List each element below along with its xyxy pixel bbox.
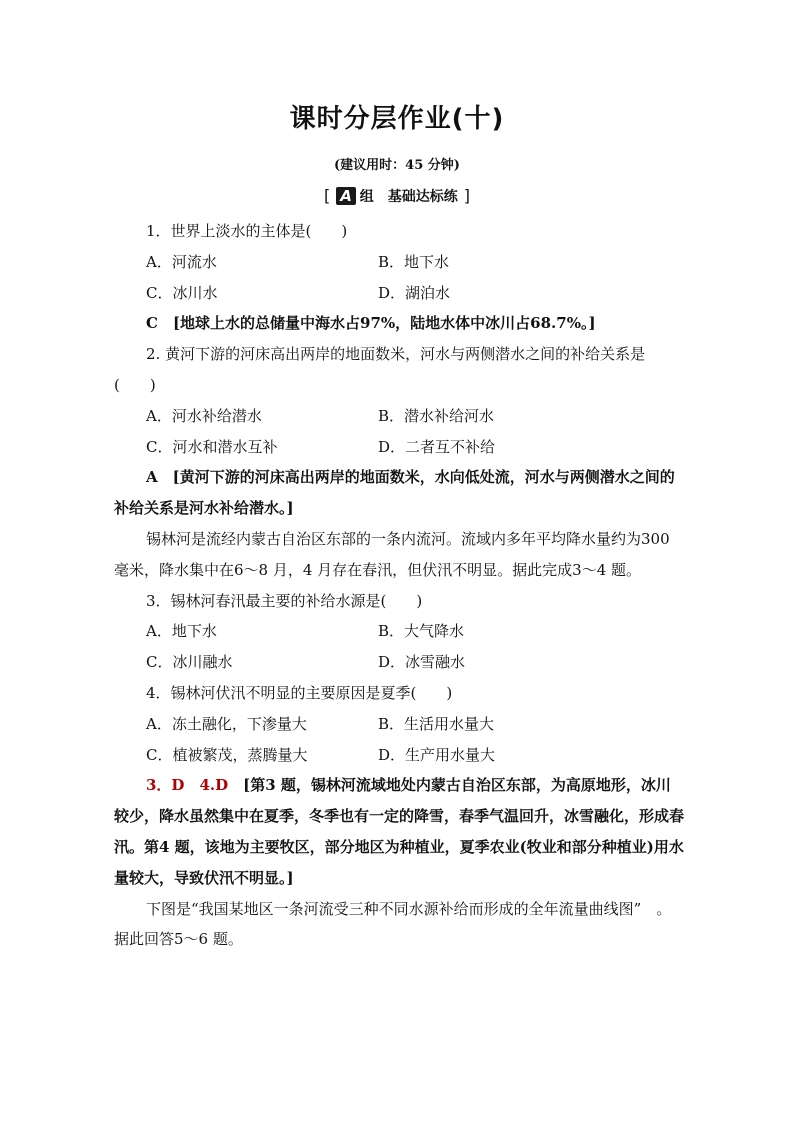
option: A．河水补给潜水 (146, 406, 262, 425)
option: D．生产用水量大 (378, 745, 496, 764)
question-2-options-row-2 (114, 432, 684, 463)
question-4-options-row-2 (114, 740, 684, 771)
answer-key: 3．D 4.D (146, 776, 229, 795)
option: A．地下水 (146, 622, 217, 641)
option: C．植被繁茂，蒸腾量大 (146, 745, 308, 764)
section-heading (0, 186, 794, 206)
bracket-right: ] (463, 186, 471, 205)
question-2-stem-cont: ( ) (114, 375, 156, 394)
section-label: 组 基础达标练 (359, 189, 458, 205)
question-3-options-row-2 (114, 647, 684, 678)
answer-explanation: [第3 题，锡林河流域地处内蒙古自治区东部，为高原地形，冰川较少，降水虽然集中在夏季，冬季也有一定的降雪，春季气温回升，冰雪融化，形成春汛。第4 题，该地为主要牧区，部分地区为种植业，夏季农业(牧业和部分种植业)用水量较大，导致伏汛不明显。] (114, 776, 685, 887)
option: D．冰雪融水 (378, 653, 466, 672)
page-title: 课时分层作业(十) (289, 104, 505, 134)
option: B．生活用水量大 (378, 714, 495, 733)
option: D．二者互不补给 (378, 437, 496, 456)
suggested-time: (建议用时：45 分钟) (334, 158, 460, 173)
question-2-answer: A [黄河下游的河床高出两岸的地面数米，水向低处流，河水与两侧潜水之间的补给关系是河水补给潜水。] (114, 468, 675, 518)
question-1-answer: C [地球上水的总储量中海水占97%，陆地水体中冰川占68.7%。] (146, 314, 596, 333)
question-body (114, 216, 684, 955)
passage-flow-chart: 下图是“我国某地区一条河流受三种不同水源补给而形成的全年流量曲线图” 。据此回答5～6 题。 (114, 899, 672, 949)
question-4-stem: 4．锡林河伏汛不明显的主要原因是夏季( ) (146, 683, 453, 702)
question-1-options-row-1 (114, 247, 684, 278)
answer-3-4 (114, 770, 684, 893)
bracket-left: [ (323, 186, 331, 205)
option: B．大气降水 (378, 622, 465, 641)
question-2-options-row-1 (114, 401, 684, 432)
option: B．潜水补给河水 (378, 406, 495, 425)
option: D．湖泊水 (378, 283, 451, 302)
question-1-stem: 1．世界上淡水的主体是( ) (146, 222, 348, 240)
question-3-stem: 3．锡林河春汛最主要的补给水源是( ) (146, 591, 423, 610)
option: B．地下水 (378, 252, 450, 271)
option: C．河水和潜水互补 (146, 437, 278, 456)
question-3-options-row-1 (114, 616, 684, 647)
question-4-options-row-1 (114, 709, 684, 740)
question-1-options-row-2 (114, 278, 684, 309)
option: C．冰川水 (146, 283, 218, 302)
option: A．河流水 (146, 252, 217, 271)
question-2-stem: 2. 黄河下游的河床高出两岸的地面数米，河水与两侧潜水之间的补给关系是 (146, 345, 646, 364)
option: C．冰川融水 (146, 653, 233, 672)
group-a-mark: A (336, 187, 356, 205)
option: A．冻土融化，下渗量大 (146, 714, 307, 733)
passage-xilin-river: 锡林河是流经内蒙古自治区东部的一条内流河。流域内多年平均降水量约为300 毫米，降水集中在6～8 月，4 月存在春汛，但伏汛不明显。据此完成3～4 题。 (114, 529, 670, 579)
